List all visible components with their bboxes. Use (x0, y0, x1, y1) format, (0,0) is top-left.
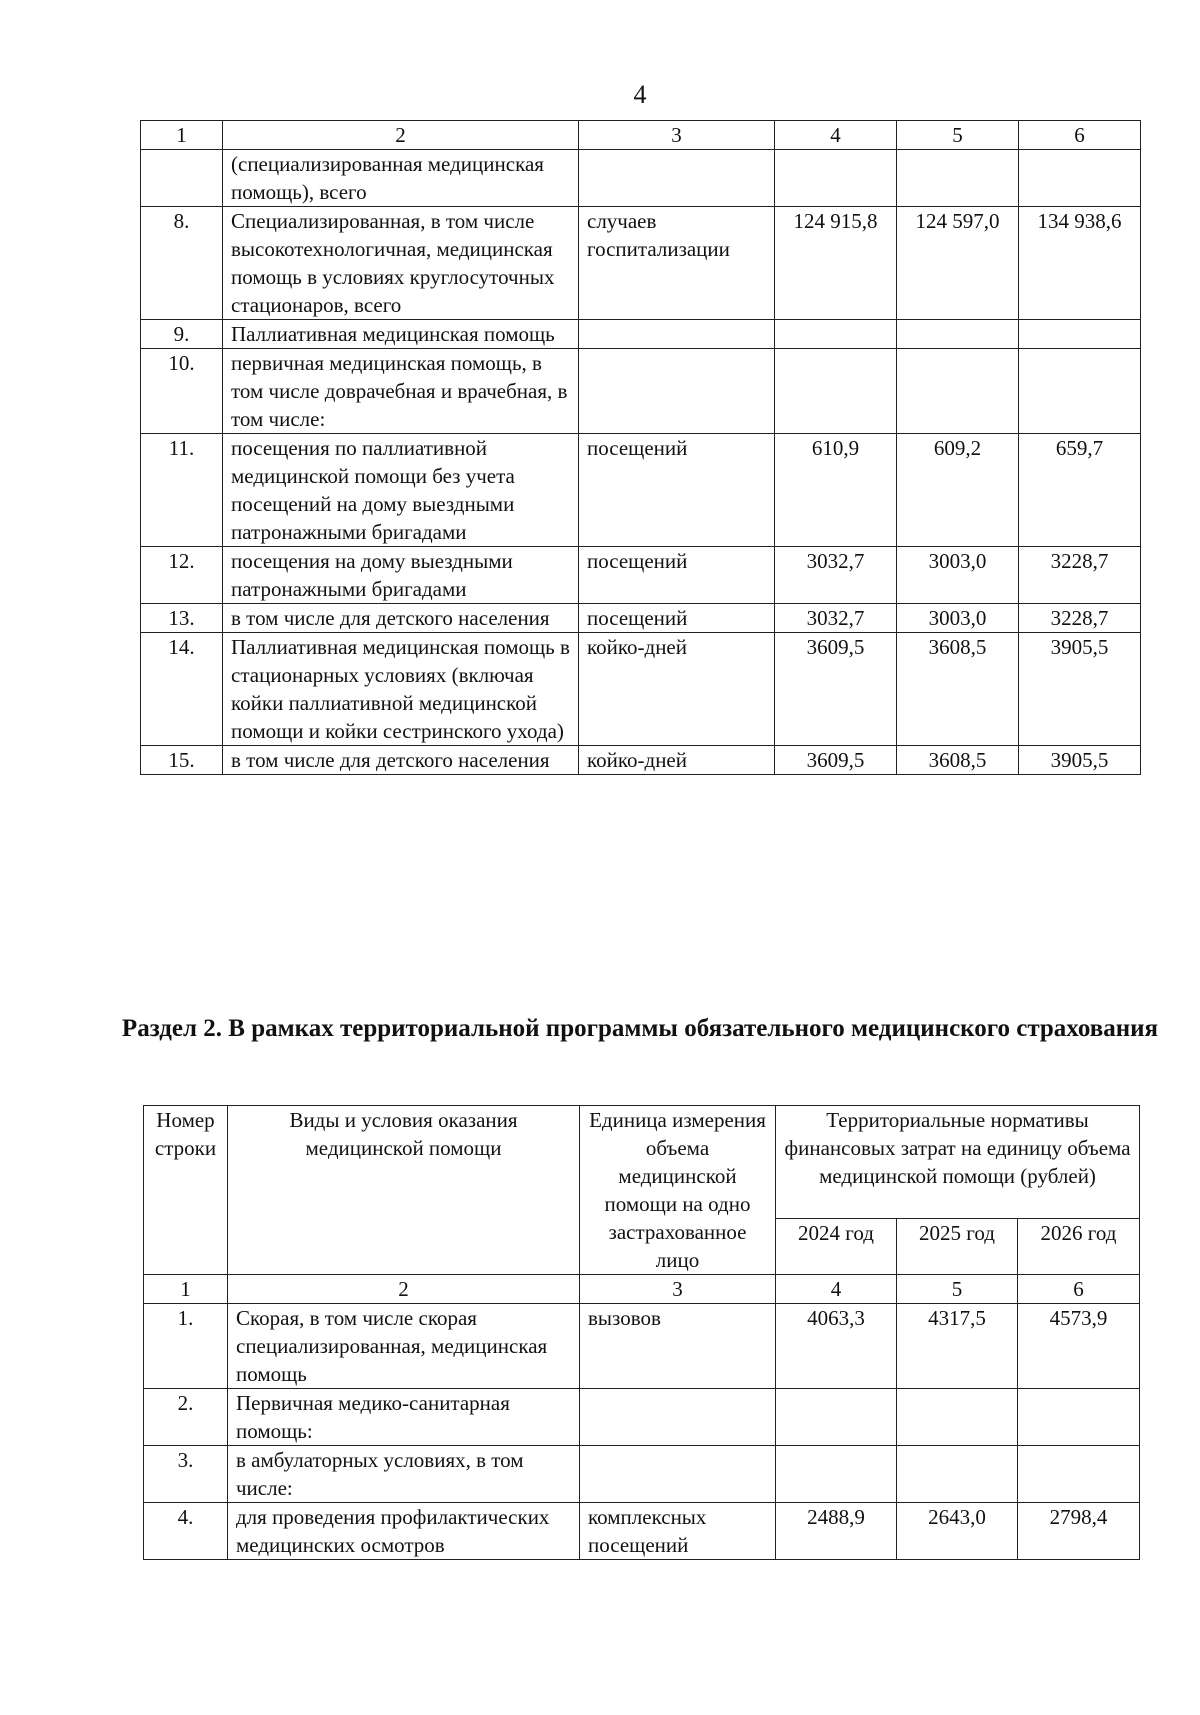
unit-cell: случаев госпитализации (579, 207, 775, 320)
kind-cell: для проведения профилактических медицинских осмотров (228, 1503, 580, 1560)
value-2025-cell: 3608,5 (897, 633, 1019, 746)
column-number-row (144, 1275, 1140, 1304)
value-2026-cell (1019, 320, 1141, 349)
column-number: 5 (897, 1275, 1018, 1304)
kind-cell: Первичная медико-санитарная помощь: (228, 1389, 580, 1446)
header-financial-norms: Территориальные нормативы финансовых затрат на единицу объема медицинской помощи (рублей) (776, 1106, 1140, 1219)
header-kinds-conditions: Виды и условия оказания медицинской помощи (228, 1106, 580, 1275)
value-2025-cell (897, 349, 1019, 434)
column-number: 2 (223, 121, 579, 150)
page-number: 4 (633, 80, 647, 109)
kind-cell: посещения по паллиативной медицинской помощи без учета посещений на дому выездными патронажными бригадами (223, 434, 579, 547)
value-2024-cell (776, 1389, 897, 1446)
kind-cell: в амбулаторных условиях, в том числе: (228, 1446, 580, 1503)
header-year-2025: 2025 год (897, 1219, 1018, 1275)
column-number: 4 (775, 121, 897, 150)
value-2024-cell: 3609,5 (775, 633, 897, 746)
value-2026-cell: 659,7 (1019, 434, 1141, 547)
unit-cell: посещений (579, 604, 775, 633)
value-2026-cell (1018, 1446, 1140, 1503)
value-2026-cell: 3228,7 (1019, 604, 1141, 633)
value-2025-cell: 3608,5 (897, 746, 1019, 775)
value-2024-cell (775, 320, 897, 349)
row-number-cell: 13. (141, 604, 223, 633)
header-year-2026: 2026 год (1018, 1219, 1140, 1275)
value-2025-cell (897, 1446, 1018, 1503)
value-2025-cell: 4317,5 (897, 1304, 1018, 1389)
unit-cell (579, 320, 775, 349)
table-row (141, 604, 1141, 633)
value-2024-cell: 3609,5 (775, 746, 897, 775)
table-row (141, 320, 1141, 349)
column-number: 4 (776, 1275, 897, 1304)
unit-cell: койко-дней (579, 746, 775, 775)
column-number: 3 (579, 121, 775, 150)
value-2024-cell: 3032,7 (775, 547, 897, 604)
value-2026-cell: 2798,4 (1018, 1503, 1140, 1560)
kind-cell: Специализированная, в том числе высокотехнологичная, медицинская помощь в условиях круглосуточных стационаров, всего (223, 207, 579, 320)
row-number-cell: 15. (141, 746, 223, 775)
table-row (141, 633, 1141, 746)
row-number-cell (141, 150, 223, 207)
value-2024-cell: 124 915,8 (775, 207, 897, 320)
table-row (141, 746, 1141, 775)
table-row (141, 207, 1141, 320)
unit-cell: посещений (579, 434, 775, 547)
column-number: 6 (1018, 1275, 1140, 1304)
column-number: 3 (580, 1275, 776, 1304)
table-row (141, 150, 1141, 207)
value-2024-cell: 3032,7 (775, 604, 897, 633)
row-number-cell: 12. (141, 547, 223, 604)
table-section2 (143, 1105, 1140, 1560)
kind-cell: в том числе для детского населения (223, 746, 579, 775)
column-number: 2 (228, 1275, 580, 1304)
section-2-title: Раздел 2. В рамках территориальной программы обязательного медицинского страхования (121, 1015, 1159, 1042)
row-number-cell: 3. (144, 1446, 228, 1503)
column-number: 1 (141, 121, 223, 150)
value-2025-cell (897, 1389, 1018, 1446)
kind-cell: Паллиативная медицинская помощь в стационарных условиях (включая койки паллиативной медицинской помощи и койки сестринского ухода) (223, 633, 579, 746)
unit-cell (580, 1389, 776, 1446)
unit-cell: вызовов (580, 1304, 776, 1389)
kind-cell: (специализированная медицинская помощь), всего (223, 150, 579, 207)
kind-cell: в том числе для детского населения (223, 604, 579, 633)
value-2025-cell: 2643,0 (897, 1503, 1018, 1560)
value-2025-cell: 3003,0 (897, 604, 1019, 633)
kind-cell: первичная медицинская помощь, в том числе доврачебная и врачебная, в том числе: (223, 349, 579, 434)
table-row (144, 1389, 1140, 1446)
value-2026-cell (1019, 150, 1141, 207)
column-number: 6 (1019, 121, 1141, 150)
value-2025-cell (897, 320, 1019, 349)
table-row (141, 349, 1141, 434)
unit-cell (579, 349, 775, 434)
value-2026-cell: 3905,5 (1019, 633, 1141, 746)
value-2024-cell: 4063,3 (776, 1304, 897, 1389)
kind-cell: Паллиативная медицинская помощь (223, 320, 579, 349)
value-2024-cell: 2488,9 (776, 1503, 897, 1560)
row-number-cell: 10. (141, 349, 223, 434)
value-2025-cell: 124 597,0 (897, 207, 1019, 320)
value-2024-cell (776, 1446, 897, 1503)
value-2025-cell: 3003,0 (897, 547, 1019, 604)
unit-cell: посещений (579, 547, 775, 604)
table-row (144, 1446, 1140, 1503)
table-row (141, 434, 1141, 547)
kind-cell: посещения на дому выездными патронажными бригадами (223, 547, 579, 604)
table-row (141, 547, 1141, 604)
value-2026-cell: 134 938,6 (1019, 207, 1141, 320)
value-2024-cell (775, 150, 897, 207)
row-number-cell: 8. (141, 207, 223, 320)
header-unit: Единица измерения объема медицинской помощи на одно застрахованное лицо (580, 1106, 776, 1275)
value-2024-cell: 610,9 (775, 434, 897, 547)
value-2025-cell (897, 150, 1019, 207)
header-row (144, 1106, 1140, 1219)
row-number-cell: 1. (144, 1304, 228, 1389)
column-number: 5 (897, 121, 1019, 150)
value-2026-cell (1019, 349, 1141, 434)
table-row (144, 1503, 1140, 1560)
value-2024-cell (775, 349, 897, 434)
value-2026-cell (1018, 1389, 1140, 1446)
unit-cell (579, 150, 775, 207)
row-number-cell: 2. (144, 1389, 228, 1446)
unit-cell: комплексных посещений (580, 1503, 776, 1560)
header-year-2024: 2024 год (776, 1219, 897, 1275)
unit-cell (580, 1446, 776, 1503)
unit-cell: койко-дней (579, 633, 775, 746)
value-2026-cell: 4573,9 (1018, 1304, 1140, 1389)
row-number-cell: 9. (141, 320, 223, 349)
row-number-cell: 14. (141, 633, 223, 746)
table-row (144, 1304, 1140, 1389)
header-row-number: Номер строки (144, 1106, 228, 1275)
kind-cell: Скорая, в том числе скорая специализированная, медицинская помощь (228, 1304, 580, 1389)
value-2026-cell: 3905,5 (1019, 746, 1141, 775)
value-2026-cell: 3228,7 (1019, 547, 1141, 604)
column-number: 1 (144, 1275, 228, 1304)
column-number-row (141, 121, 1141, 150)
table-section1-continued (140, 120, 1141, 775)
row-number-cell: 4. (144, 1503, 228, 1560)
row-number-cell: 11. (141, 434, 223, 547)
value-2025-cell: 609,2 (897, 434, 1019, 547)
